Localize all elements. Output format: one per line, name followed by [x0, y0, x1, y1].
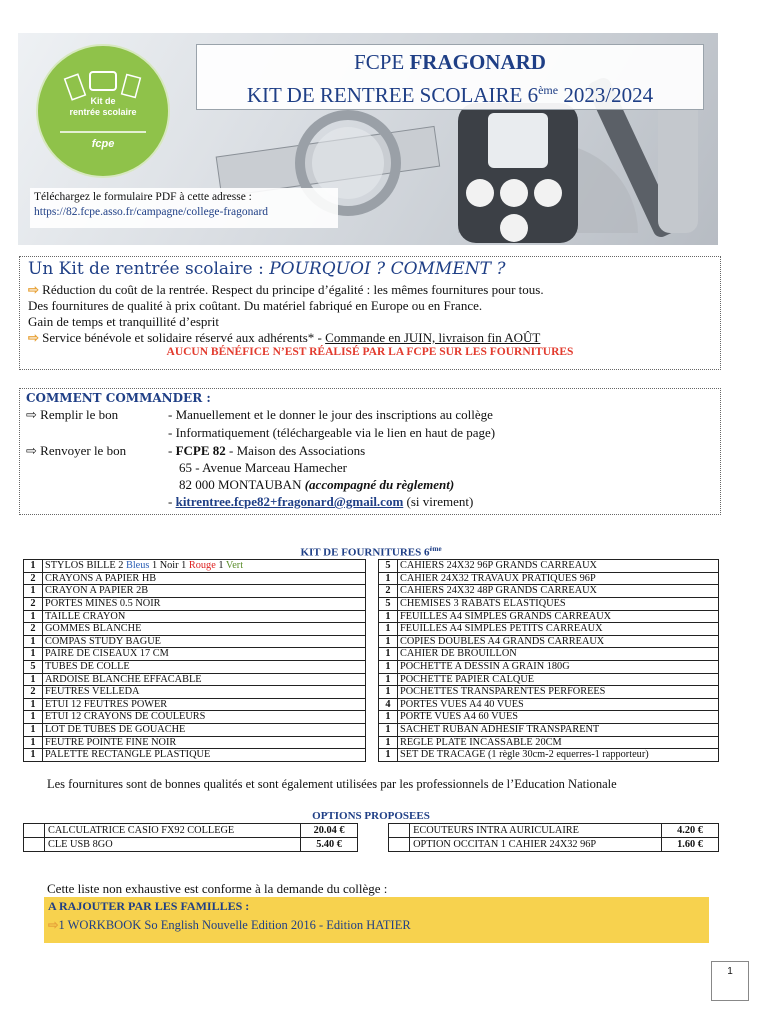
why-line-1: ⇨ Réduction du coût de la rentrée. Respect du principe d’égalité : les mêmes fournitures pour tous. [28, 282, 544, 297]
why-title: Un Kit de rentrée scolaire : POURQUOI ? COMMENT ? [28, 259, 506, 279]
spacer [366, 698, 379, 711]
item-quantity: 1 [379, 673, 398, 686]
spacer [366, 560, 379, 573]
spacer [358, 824, 389, 838]
why-line-3: Gain de temps et tranquillité d’esprit [28, 314, 219, 329]
item-quantity: 5 [379, 560, 398, 573]
spacer [366, 711, 379, 724]
item-name: FEUTRE POINTE FINE NOIR [43, 736, 366, 749]
spacer [366, 572, 379, 585]
item-name: FEUILLES A4 SIMPLES PETITS CARREAUX [398, 623, 719, 636]
option-price: 1.60 € [662, 838, 719, 852]
item-name: PORTES MINES 0.5 NOIR [43, 598, 366, 611]
item-name: CAHIERS 24X32 48P GRANDS CARREAUX [398, 585, 719, 598]
arrow-right-icon: ⇨ [28, 330, 39, 345]
table-row [24, 560, 719, 573]
quality-note: Les fournitures sont de bonnes qualités et sont également utilisées par les professionnels de l’Education Nationale [47, 777, 617, 791]
item-name: POCHETTE A DESSIN A GRAIN 180G [398, 661, 719, 674]
how-to-order-section [19, 388, 721, 515]
option-price: 20.04 € [301, 824, 358, 838]
why-line-4: ⇨ Service bénévole et solidaire réservé aux adhérents* - Commande en JUIN, livraison fin AOÛT [28, 330, 541, 345]
option-row [24, 824, 719, 838]
table-row [24, 711, 719, 724]
item-quantity: 2 [24, 623, 43, 636]
table-row [24, 635, 719, 648]
table-row [24, 723, 719, 736]
item-quantity: 1 [379, 572, 398, 585]
table-row [24, 648, 719, 661]
item-name: ETUI 12 FEUTRES POWER [43, 698, 366, 711]
item-quantity: 5 [24, 661, 43, 674]
logo-icon [36, 44, 170, 178]
table-row [24, 686, 719, 699]
item-quantity: 1 [24, 749, 43, 762]
option-row [24, 838, 719, 852]
item-name: GOMMES BLANCHE [43, 623, 366, 636]
item-name: ARDOISE BLANCHE EFFACABLE [43, 673, 366, 686]
options-table [23, 810, 719, 852]
extra-title: A RAJOUTER PAR LES FAMILLES : [48, 899, 250, 913]
option-checkbox[interactable] [389, 838, 410, 852]
option-name: CALCULATRICE CASIO FX92 COLLEGE [45, 824, 301, 838]
item-name: PORTE VUES A4 60 VUES [398, 711, 719, 724]
option-checkbox[interactable] [24, 838, 45, 852]
extra-box [44, 897, 709, 943]
item-quantity: 2 [24, 686, 43, 699]
item-quantity: 2 [379, 585, 398, 598]
why-line-2: Des fournitures de qualité à prix coûtant. Du matériel fabriqué en Europe ou en France. [28, 298, 483, 313]
item-quantity: 1 [24, 698, 43, 711]
spacer [366, 610, 379, 623]
item-quantity: 1 [24, 585, 43, 598]
item-quantity: 1 [379, 661, 398, 674]
option-price: 5.40 € [301, 838, 358, 852]
item-quantity: 1 [379, 723, 398, 736]
logo-line2: rentrée scolaire [69, 107, 137, 117]
spacer [366, 623, 379, 636]
page-number: 1 [711, 961, 749, 1001]
how-title: COMMENT COMMANDER : [26, 391, 211, 405]
option-name: CLE USB 8GO [45, 838, 301, 852]
step-send: ⇨ Renvoyer le bon [26, 443, 127, 458]
arrow-right-icon: ⇨ [26, 407, 37, 422]
item-quantity: 1 [379, 711, 398, 724]
spacer [366, 648, 379, 661]
address-line-3: 82 000 MONTAUBAN (accompagné du règlement) [179, 477, 455, 492]
item-name: POCHETTES TRANSPARENTES PERFOREES [398, 686, 719, 699]
arrow-right-icon: ⇨ [48, 918, 59, 932]
no-profit-notice: AUCUN BÉNÉFICE N’EST RÉALISÉ PAR LA FCPE SUR LES FOURNITURES [166, 346, 574, 358]
address-line-2: 65 - Avenue Marceau Hamecher [179, 460, 347, 475]
table-row [24, 610, 719, 623]
item-name: CRAYONS A PAPIER HB [43, 572, 366, 585]
item-name: SACHET RUBAN ADHESIF TRANSPARENT [398, 723, 719, 736]
item-name: POCHETTE PAPIER CALQUE [398, 673, 719, 686]
download-text: Téléchargez le formulaire PDF à cette adresse : [34, 191, 252, 203]
item-name: CHEMISES 3 RABATS ELASTIQUES [398, 598, 719, 611]
supplies-table-title: KIT DE FOURNITURES 6ème [300, 545, 442, 559]
table-row [24, 698, 719, 711]
item-name: COPIES DOUBLES A4 GRANDS CARREAUX [398, 635, 719, 648]
email-line: - kitrentree.fcpe82+fragonard@gmail.com (si virement) [168, 494, 474, 509]
item-quantity: 4 [379, 698, 398, 711]
options-title: OPTIONS PROPOSEES [312, 810, 430, 822]
item-name: CAHIER DE BROUILLON [398, 648, 719, 661]
item-quantity: 5 [379, 598, 398, 611]
item-name: TUBES DE COLLE [43, 661, 366, 674]
spacer [366, 598, 379, 611]
table-row [24, 673, 719, 686]
item-quantity: 1 [24, 673, 43, 686]
table-row [24, 661, 719, 674]
spacer [366, 661, 379, 674]
item-quantity: 1 [379, 623, 398, 636]
item-quantity: 2 [24, 572, 43, 585]
item-quantity: 1 [379, 635, 398, 648]
item-name: COMPAS STUDY BAGUE [43, 635, 366, 648]
option-price: 4.20 € [662, 824, 719, 838]
table-row [24, 623, 719, 636]
table-row [24, 572, 719, 585]
option-name: ECOUTEURS INTRA AURICULAIRE [410, 824, 662, 838]
table-row [24, 585, 719, 598]
logo-brand: fcpe [91, 138, 115, 150]
item-name: PALETTE RECTANGLE PLASTIQUE [43, 749, 366, 762]
item-name: PORTES VUES A4 40 VUES [398, 698, 719, 711]
item-name: CAHIER 24X32 TRAVAUX PRATIQUES 96P [398, 572, 719, 585]
item-quantity: 1 [24, 635, 43, 648]
option-checkbox[interactable] [389, 824, 410, 838]
why-section [19, 256, 721, 370]
item-quantity: 1 [24, 610, 43, 623]
page-title-line1: FCPE FRAGONARD [354, 50, 546, 74]
item-quantity: 1 [379, 749, 398, 762]
item-quantity: 1 [24, 723, 43, 736]
item-quantity: 1 [24, 648, 43, 661]
address-line-1: - FCPE 82 - Maison des Associations [168, 443, 366, 458]
email-link[interactable]: kitrentree.fcpe82+fragonard@gmail.com [175, 494, 404, 509]
logo-line1: Kit de [90, 96, 116, 106]
item-quantity: 1 [379, 610, 398, 623]
fill-option-2: - Informatiquement (téléchargeable via le lien en haut de page) [168, 425, 496, 440]
download-info [30, 188, 338, 228]
item-name: LOT DE TUBES DE GOUACHE [43, 723, 366, 736]
extra-item: ⇨1 WORKBOOK So English Nouvelle Edition 2016 - Edition HATIER [48, 918, 411, 932]
spacer [366, 749, 379, 762]
item-name: PAIRE DE CISEAUX 17 CM [43, 648, 366, 661]
spacer [366, 585, 379, 598]
item-name: REGLE PLATE INCASSABLE 20CM [398, 736, 719, 749]
step-fill: ⇨ Remplir le bon [26, 407, 119, 422]
options-container [23, 810, 719, 852]
item-name: ETUI 12 CRAYONS DE COULEURS [43, 711, 366, 724]
spacer [366, 635, 379, 648]
item-name: TAILLE CRAYON [43, 610, 366, 623]
title-box [196, 44, 704, 110]
option-name: OPTION OCCITAN 1 CAHIER 24X32 96P [410, 838, 662, 852]
page-title-line2: KIT DE RENTREE SCOLAIRE 6ème 2023/2024 [246, 83, 654, 107]
item-quantity: 1 [379, 686, 398, 699]
header-banner [18, 33, 718, 245]
item-name: STYLOS BILLE 2 Bleus 1 Noir 1 Rouge 1 Vert [43, 560, 366, 573]
spacer [366, 736, 379, 749]
extra-intro: Cette liste non exhaustive est conforme à la demande du collège : [47, 881, 388, 896]
spacer [366, 686, 379, 699]
item-name: FEUILLES A4 SIMPLES GRANDS CARREAUX [398, 610, 719, 623]
table-row [24, 598, 719, 611]
item-quantity: 1 [379, 736, 398, 749]
fill-option-1: - Manuellement et le donner le jour des inscriptions au collège [168, 407, 493, 422]
supplies-table-container [23, 544, 719, 762]
item-quantity: 1 [24, 560, 43, 573]
spacer [358, 838, 389, 852]
item-quantity: 2 [24, 598, 43, 611]
download-link[interactable]: https://82.fcpe.asso.fr/campagne/college-fragonard [34, 206, 269, 218]
table-row [24, 736, 719, 749]
item-name: CAHIERS 24X32 96P GRANDS CARREAUX [398, 560, 719, 573]
spacer [366, 673, 379, 686]
spacer [366, 723, 379, 736]
arrow-right-icon: ⇨ [28, 282, 39, 297]
table-row [24, 749, 719, 762]
item-name: SET DE TRACAGE (1 règle 30cm-2 equerres-1 rapporteur) [398, 749, 719, 762]
option-checkbox[interactable] [24, 824, 45, 838]
arrow-right-icon: ⇨ [26, 443, 37, 458]
item-name: CRAYON A PAPIER 2B [43, 585, 366, 598]
item-quantity: 1 [24, 711, 43, 724]
item-quantity: 1 [379, 648, 398, 661]
supplies-table [23, 544, 719, 762]
item-quantity: 1 [24, 736, 43, 749]
item-name: FEUTRES VELLEDA [43, 686, 366, 699]
